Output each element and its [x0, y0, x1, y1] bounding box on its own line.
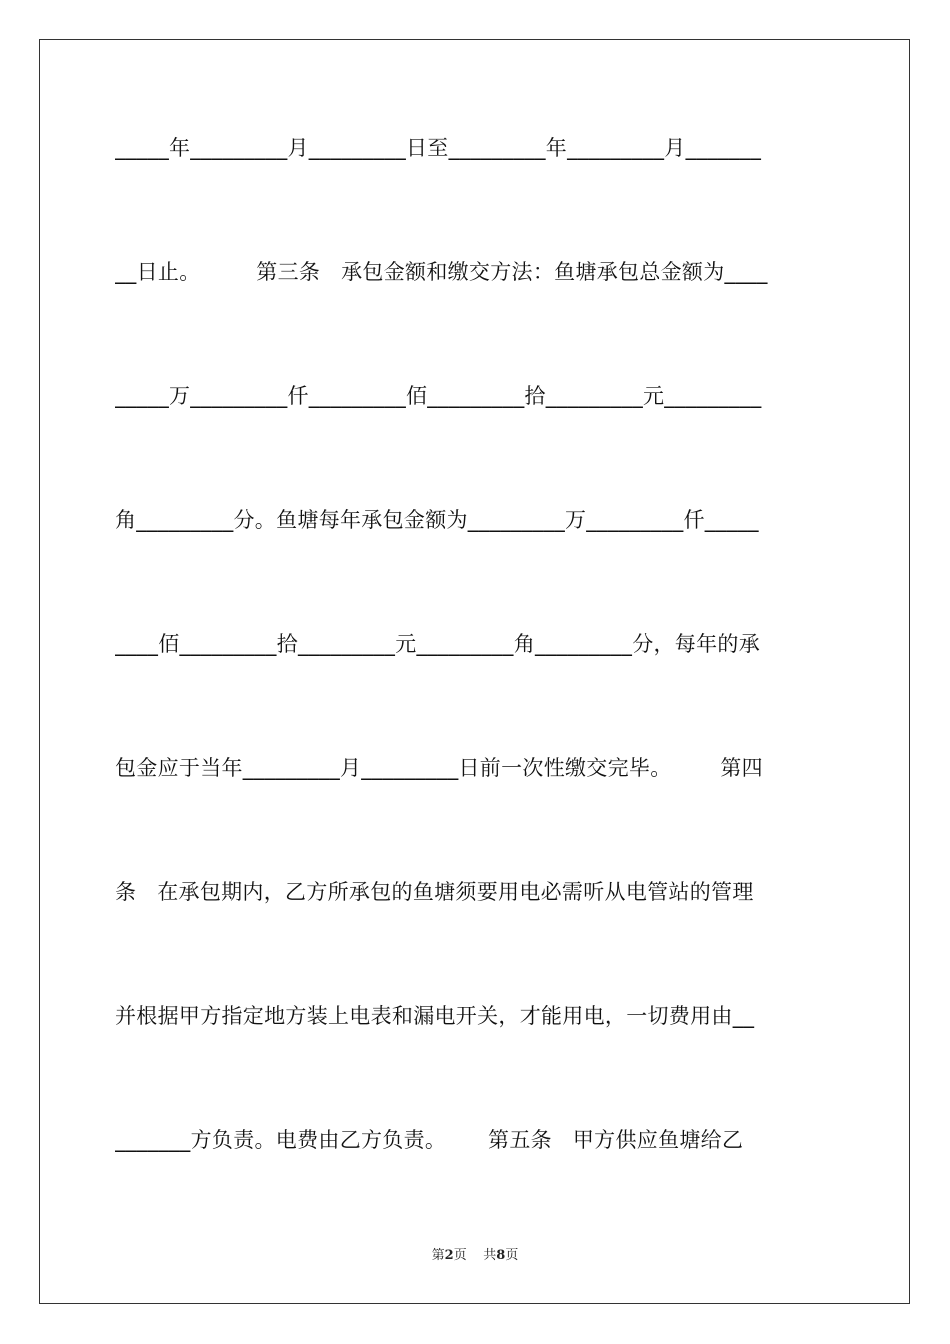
- footer-page-current: 2: [444, 1248, 454, 1263]
- document-line-2: __日止。 第三条 承包金额和缴交方法：鱼塘承包总金额为____: [115, 260, 768, 284]
- document-line-1: _____年_________月_________日至_________年_________月_______: [115, 136, 762, 160]
- document-line-9: _______方负责。电费由乙方负责。 第五条 甲方供应鱼塘给乙: [115, 1128, 744, 1152]
- document-line-3: _____万_________仟_________佰_________拾_________元_________: [115, 384, 762, 408]
- document-line-6: 包金应于当年_________月_________日前一次性缴交完毕。 第四: [115, 756, 763, 780]
- footer-page-suffix: 页: [453, 1248, 467, 1263]
- document-line-8: 并根据甲方指定地方装上电表和漏电开关，才能用电，一切费用由__: [115, 1004, 755, 1028]
- document-line-7: 条 在承包期内，乙方所承包的鱼塘须要用电必需听从电管站的管理: [115, 880, 754, 904]
- footer-total-prefix: 共: [483, 1248, 497, 1263]
- page-border: [39, 39, 910, 1304]
- document-line-5: ____佰_________拾_________元_________角_________分，每年的承: [115, 632, 760, 656]
- page-footer: [0, 1247, 950, 1265]
- footer-page-prefix: 第: [431, 1248, 445, 1263]
- document-line-4: 角_________分。鱼塘每年承包金额为_________万_________仟_____: [115, 508, 759, 532]
- footer-total-suffix: 页: [505, 1248, 519, 1263]
- footer-page-total: 8: [496, 1248, 506, 1263]
